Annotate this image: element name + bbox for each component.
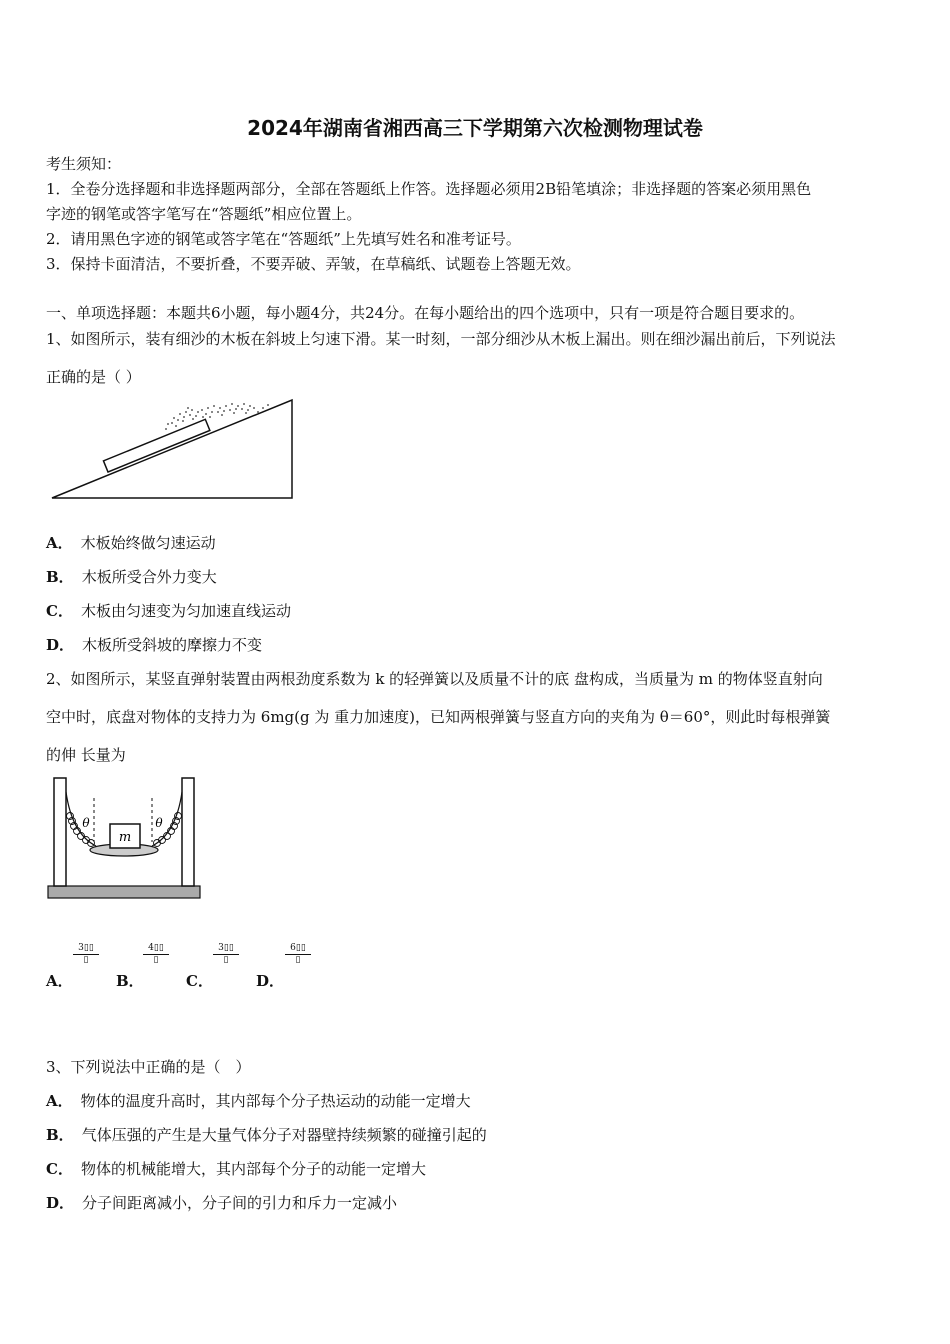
q1-option-d[interactable]: D． 木板所受斜坡的摩擦力不变 — [46, 636, 263, 654]
q2-option-a-fraction: 3▯▯ ▯ — [73, 943, 99, 966]
q1-stem: 正确的是（ ） — [46, 368, 141, 386]
q1-stem: 1、如图所示，装有细沙的木板在斜坡上匀速下滑。某一时刻，一部分细沙从木板上漏出。则在细沙漏出前后，下列说法 — [46, 330, 836, 348]
mass-label: m — [118, 830, 132, 845]
q2-spring-figure — [46, 774, 204, 904]
q2-option-c[interactable]: C． — [186, 972, 213, 990]
q2-option-d[interactable]: D． — [256, 972, 285, 990]
q2-option-b[interactable]: B． — [116, 972, 144, 990]
q3-option-d[interactable]: D． 分子间距离减小，分子间的引力和斥力一定减小 — [46, 1194, 398, 1212]
q1-slope-figure — [48, 396, 298, 504]
board-with-sand — [103, 419, 209, 472]
q3-option-b[interactable]: B． 气体压强的产生是大量气体分子对器壁持续频繁的碰撞引起的 — [46, 1126, 487, 1144]
page-title: 2024年湖南省湘西高三下学期第六次检测物理试卷 — [247, 116, 703, 140]
slope-triangle — [52, 400, 292, 498]
q2-option-d-fraction: 6▯▯ ▯ — [285, 943, 311, 966]
angle-right-label: θ — [155, 816, 163, 830]
notice-line: 字迹的钢笔或答字笔写在“答题纸”相应位置上。 — [46, 205, 362, 223]
q2-stem: 的伸 长量为 — [46, 746, 126, 764]
q3-stem: 3、下列说法中正确的是（ ） — [46, 1058, 251, 1076]
left-spring-curve — [66, 792, 96, 846]
q2-option-a[interactable]: A． — [46, 972, 73, 990]
q2-stem: 空中时，底盘对物体的支持力为 6mg(g 为 重力加速度)，已知两根弹簧与竖直方向的夹角为 θ＝60°，则此时每根弹簧 — [46, 708, 831, 726]
q1-option-c[interactable]: C． 木板由匀速变为匀加速直线运动 — [46, 602, 291, 620]
q2-option-b-fraction: 4▯▯ ▯ — [143, 943, 169, 966]
left-post — [54, 778, 66, 886]
q3-option-c[interactable]: C． 物体的机械能增大，其内部每个分子的动能一定增大 — [46, 1160, 426, 1178]
base-plate — [48, 886, 200, 898]
notice-line: 3．保持卡面清洁，不要折叠，不要弄破、弄皱，在草稿纸、试题卷上答题无效。 — [46, 255, 581, 273]
section-heading: 一、单项选择题：本题共6小题，每小题4分，共24分。在每小题给出的四个选项中，只有一项是符合题目要求的。 — [46, 304, 805, 322]
left-spring-coils — [67, 813, 95, 847]
q1-option-b[interactable]: B． 木板所受合外力变大 — [46, 568, 217, 586]
q1-option-a[interactable]: A． 木板始终做匀速运动 — [46, 534, 216, 552]
wooden-board — [103, 419, 209, 472]
q3-option-a[interactable]: A． 物体的温度升高时，其内部每个分子热运动的动能一定增大 — [46, 1092, 471, 1110]
q2-option-c-fraction: 3▯▯ ▯ — [213, 943, 239, 966]
q2-stem: 2、如图所示，某竖直弹射装置由两根劲度系数为 k 的轻弹簧以及质量不计的底 盘构成，当质量为 m 的物体竖直射向 — [46, 670, 823, 688]
notice-heading: 考生须知： — [46, 155, 122, 173]
notice-line: 1．全卷分选择题和非选择题两部分，全部在答题纸上作答。选择题必须用2B铅笔填涂；非选择题的答案必须用黑色 — [46, 180, 812, 198]
angle-left-label: θ — [82, 816, 90, 830]
notice-line: 2．请用黑色字迹的钢笔或答字笔在“答题纸”上先填写姓名和准考证号。 — [46, 230, 521, 248]
right-post — [182, 778, 194, 886]
